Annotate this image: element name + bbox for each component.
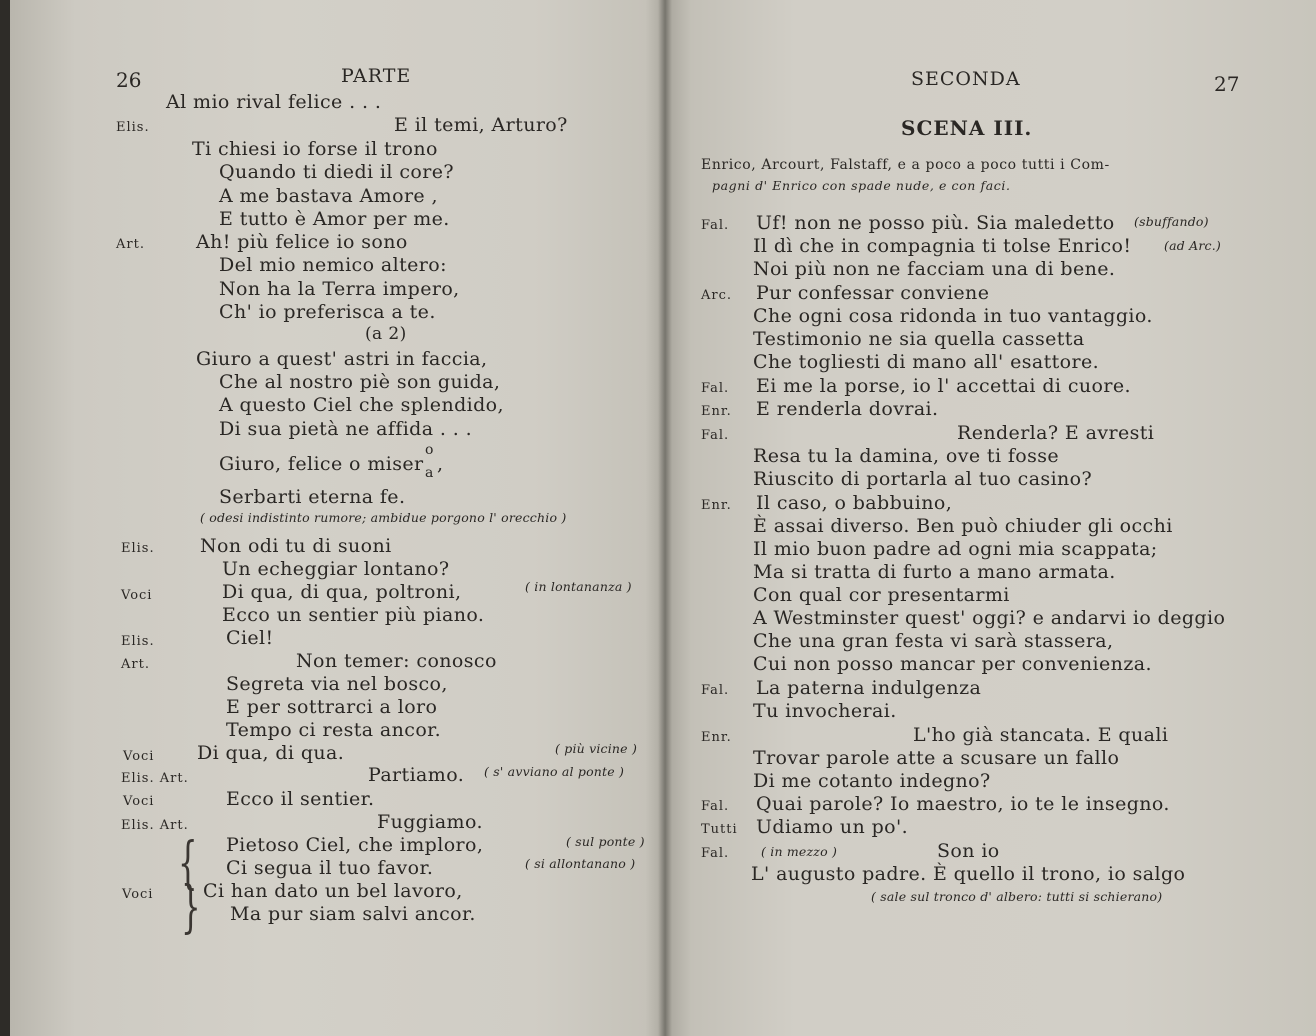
stage-direction: ( s' avviano al ponte ) [484,764,625,779]
verse-line: Testimonio ne sia quella cassetta [753,328,1085,350]
verse-line: Un echeggiar lontano? [222,558,450,580]
book-gutter [658,0,672,1036]
verse-line: Fuggiamo. [377,811,483,833]
verse-line: Quai parole? Io maestro, io te le insegno. [756,793,1170,815]
verse-line: Giuro, felice o miser [219,453,424,475]
stage-direction: ( si allontanano ) [525,856,636,871]
verse-line: È assai diverso. Ben può chiuder gli occhi [753,515,1173,537]
left-page [10,0,665,1036]
verse-line: Ti chiesi io forse il trono [192,138,438,160]
verse-line: E il temi, Arturo? [394,114,568,136]
verse-line: Del mio nemico altero: [219,254,447,276]
verse-line: Quando ti diedi il core? [219,161,454,183]
verse-line: A Westminster quest' oggi? e andarvi io deggio [753,607,1226,629]
verse-line: Partiamo. [368,764,465,786]
verse-line: Ch' io preferisca a te. [219,301,436,323]
right-page [665,0,1316,1036]
verse-line: Ma pur siam salvi ancor. [230,903,476,925]
verse-line: Di sua pietà ne affida . . . [219,418,473,440]
miser-a-ending: a [425,465,434,481]
stage-direction: ( sale sul tronco d' albero: tutti si schierano) [871,889,1163,904]
verse-line: Cui non posso mancar per convenienza. [753,653,1152,675]
verse-line: Uf! non ne posso più. Sia maledetto [756,212,1115,234]
verse-line: E per sottrarci a loro [226,696,438,718]
speaker-label: Elis. Art. [121,771,189,786]
speaker-label: Fal. [701,683,730,698]
verse-line: Ecco il sentier. [226,788,375,810]
speaker-label: Fal. [701,218,730,233]
verse-line: A questo Ciel che splendido, [219,394,504,416]
speaker-label: Elis. [116,120,150,135]
verse-line: Ah! più felice io sono [196,231,408,253]
speaker-label: Tutti [701,822,738,837]
stage-direction: ( in mezzo ) [761,844,838,859]
verse-line: Tempo ci resta ancor. [226,719,442,741]
verse-line: Pur confessar conviene [756,282,990,304]
verse-line: L' augusto padre. È quello il trono, io salgo [751,863,1186,885]
comma: , [437,453,444,475]
verse-line: Non odi tu di suoni [200,535,392,557]
running-head: SECONDA [911,68,1021,90]
verse-line: Udiamo un po'. [756,816,909,838]
verse-line: Con qual cor presentarmi [753,584,1010,606]
verse-line: Il caso, o babbuino, [756,492,953,514]
verse-line: Riuscito di portarla al tuo casino? [753,468,1093,490]
verse-line: Tu invocherai. [753,700,897,722]
verse-line: E renderla dovrai. [756,398,939,420]
verse-line: Segreta via nel bosco, [226,673,448,695]
verse-line: Che ogni cosa ridonda in tuo vantaggio. [753,305,1153,327]
stage-direction: ( in lontananza ) [525,579,632,594]
verse-line: Ma si tratta di furto a mano armata. [753,561,1116,583]
verse-line: L'ho già stancata. E quali [913,724,1169,746]
verse-line: Ci segua il tuo favor. [226,857,434,879]
verse-line: La paterna indulgenza [756,677,982,699]
page-number: 27 [1214,72,1240,96]
speaker-label: Voci [123,794,155,809]
verse-line: Renderla? E avresti [957,422,1155,444]
speaker-label: Art. [121,657,150,672]
speaker-label: Fal. [701,846,730,861]
speaker-label: Voci [121,588,153,603]
speaker-label: Fal. [701,799,730,814]
speaker-label: Elis. [121,634,155,649]
stage-direction: (sbuffando) [1134,214,1209,229]
speaker-label: Art. [116,237,145,252]
verse-line: Son io [937,840,1000,862]
miser-o-ending: o [425,442,434,458]
speaker-label: Voci [122,887,154,902]
brace-symbol: } [181,875,201,940]
verse-line: Che al nostro piè son guida, [219,371,501,393]
verse-line: Il dì che in compagnia ti tolse Enrico! [753,235,1132,257]
stage-direction: ( sul ponte ) [566,834,645,849]
a-due-marker: (a 2) [365,324,407,344]
verse-line: Noi più non ne facciam una di bene. [753,258,1116,280]
stage-direction: (ad Arc.) [1164,238,1221,253]
verse-line: Non ha la Terra impero, [219,278,460,300]
verse-line: Di me cotanto indegno? [753,770,991,792]
verse-line: Il mio buon padre ad ogni mia scappata; [753,538,1158,560]
verse-line: Che togliesti di mano all' esattore. [753,351,1100,373]
speaker-label: Elis. Art. [121,818,189,833]
stage-direction: ( più vicine ) [555,741,638,756]
running-head: PARTE [341,65,412,87]
page-number: 26 [116,68,142,92]
verse-line: Al mio rival felice . . . [166,91,382,113]
verse-line: Ei me la porse, io l' accettai di cuore. [756,375,1131,397]
verse-line: Che una gran festa vi sarà stassera, [753,630,1114,652]
cast-list: Enrico, Arcourt, Falstaff, e a poco a poco tutti i Com- [701,157,1110,173]
cast-list: pagni d' Enrico con spade nude, e con faci. [712,178,1011,193]
speaker-label: Arc. [701,288,733,303]
speaker-label: Voci [123,749,155,764]
speaker-label: Elis. [121,541,155,556]
scene-title: SCENA III. [901,116,1033,140]
verse-line: Ecco un sentier più piano. [222,604,485,626]
verse-line: Resa tu la damina, ove ti fosse [753,445,1060,467]
speaker-label: Enr. [701,730,732,745]
stage-direction: ( odesi indistinto rumore; ambidue porgono l' orecchio ) [200,510,567,525]
speaker-label: Enr. [701,404,732,419]
verse-line: Serbarti eterna fe. [219,486,406,508]
verse-line: Trovar parole atte a scusare un fallo [753,747,1120,769]
verse-line: Ciel! [226,627,274,649]
verse-line: Ci han dato un bel lavoro, [203,880,463,902]
verse-line: Giuro a quest' astri in faccia, [196,348,488,370]
verse-line: E tutto è Amor per me. [219,208,450,230]
verse-line: Di qua, di qua. [197,742,345,764]
speaker-label: Enr. [701,498,732,513]
verse-line: Non temer: conosco [296,650,497,672]
speaker-label: Fal. [701,428,730,443]
verse-line: Pietoso Ciel, che imploro, [226,834,484,856]
verse-line: A me bastava Amore , [219,185,438,207]
brace-symbol: { [178,831,198,896]
verse-line: Di qua, di qua, poltroni, [222,581,462,603]
speaker-label: Fal. [701,381,730,396]
